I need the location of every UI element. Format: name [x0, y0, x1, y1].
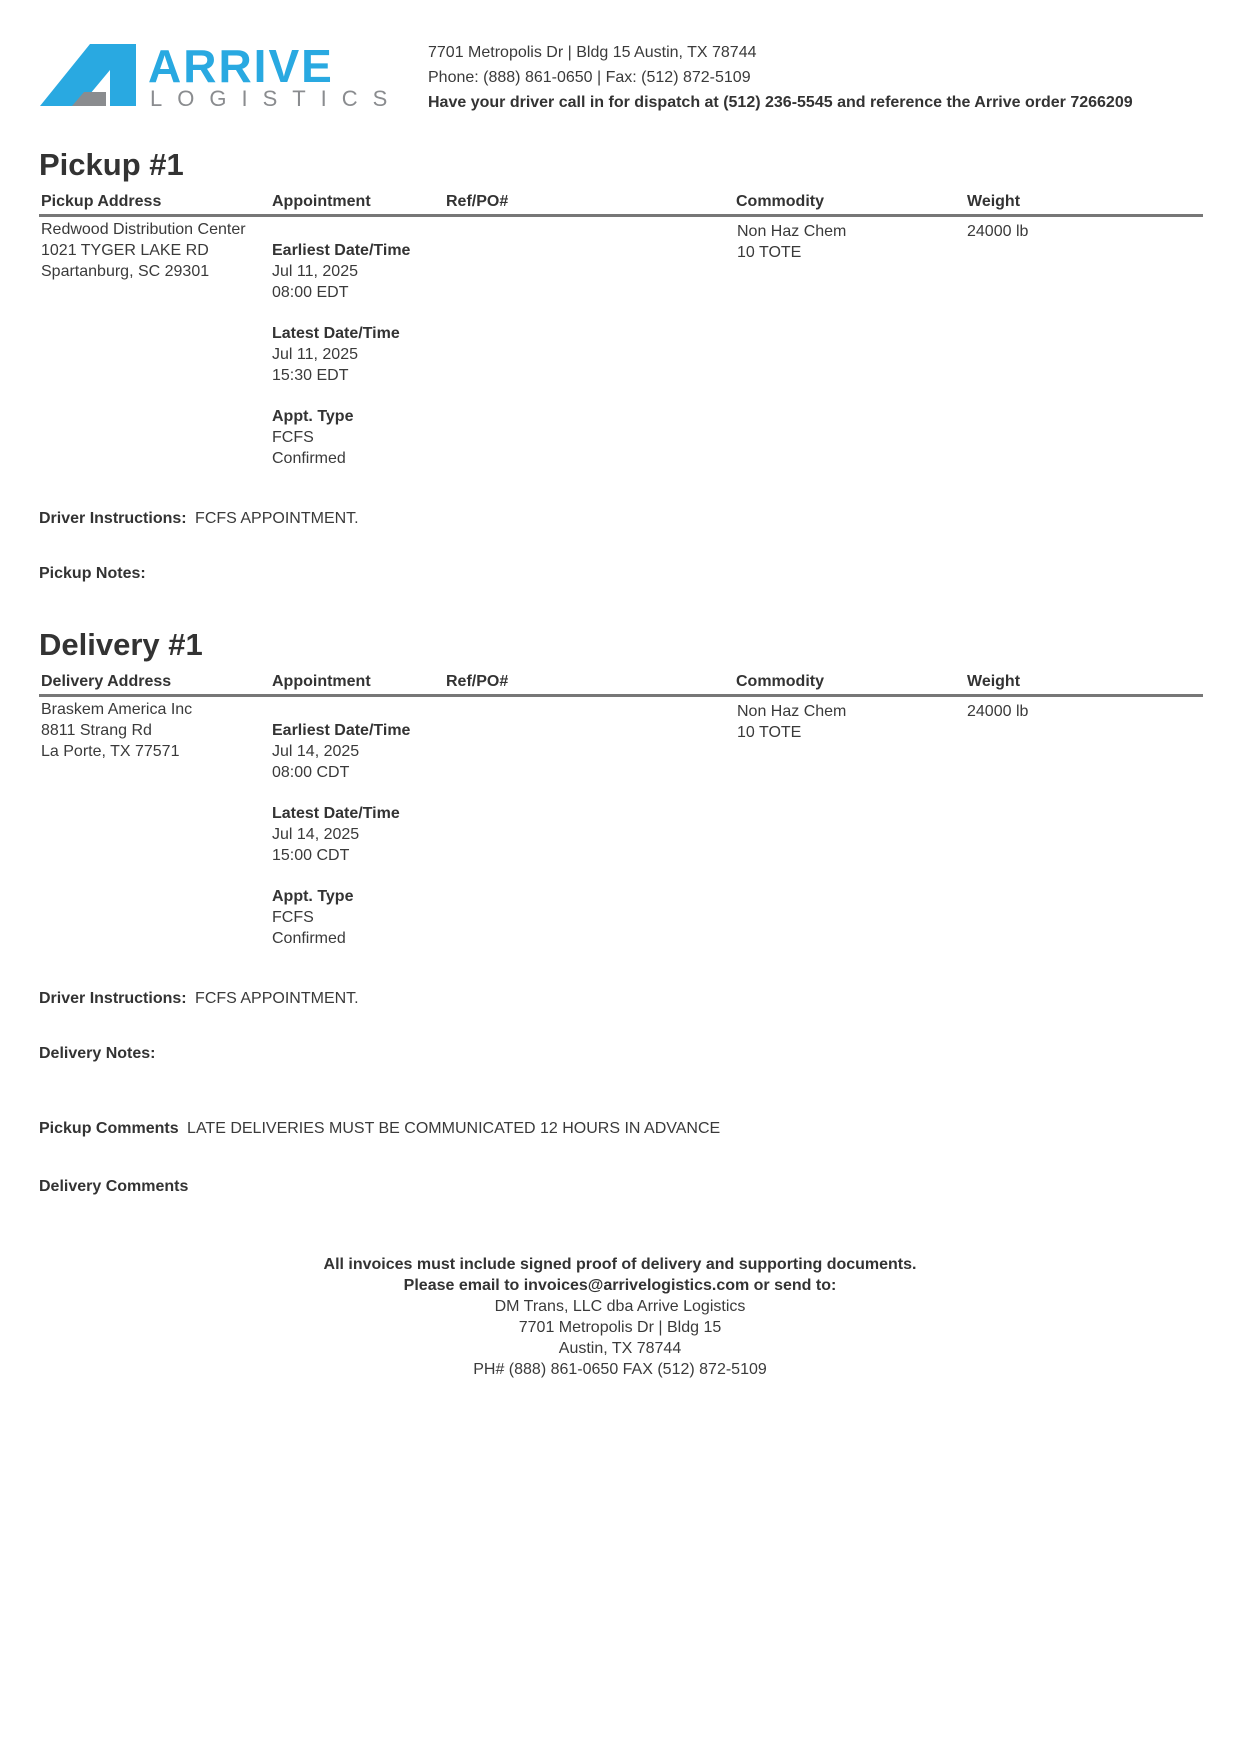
delivery-earliest-label: Earliest Date/Time	[272, 722, 411, 739]
pickup-driver-instructions	[39, 510, 359, 528]
company-phone: Phone: (888) 861-0650 | Fax: (512) 872-5109	[428, 69, 751, 86]
delivery-appt-type-label: Appt. Type	[272, 888, 354, 905]
delivery-col-appointment: Appointment	[272, 673, 371, 690]
pickup-address-line: Spartanburg, SC 29301	[41, 263, 210, 280]
pickup-appointment	[272, 240, 410, 489]
delivery-col-weight: Weight	[967, 673, 1021, 690]
pickup-driver-instructions-label: Driver Instructions:	[39, 510, 187, 527]
delivery-weight: 24000 lb	[967, 703, 1029, 720]
pickup-notes-label: Pickup Notes:	[39, 565, 146, 582]
company-header-info	[428, 40, 1133, 115]
dispatch-note: Have your driver call in for dispatch at (512) 236-5545 and reference the Arrive order 7266209	[428, 94, 1133, 111]
pickup-col-commodity: Commodity	[736, 193, 824, 210]
pickup-quantity: 10 TOTE	[737, 244, 802, 261]
pickup-earliest-label: Earliest Date/Time	[272, 242, 411, 259]
delivery-commodity	[737, 701, 846, 743]
pickup-appt-status: Confirmed	[272, 450, 346, 467]
footer-city-line: Austin, TX 78744	[558, 1340, 682, 1357]
pickup-col-address: Pickup Address	[41, 193, 162, 210]
arrive-logistics-logo	[40, 44, 404, 110]
delivery-driver-instructions-text: FCFS APPOINTMENT.	[195, 990, 359, 1007]
pickup-appt-type-label: Appt. Type	[272, 408, 354, 425]
delivery-latest-label: Latest Date/Time	[272, 805, 400, 822]
delivery-comments	[39, 1178, 192, 1196]
pickup-latest-time: 15:30 EDT	[272, 367, 349, 384]
delivery-appt-type: FCFS	[272, 909, 314, 926]
pickup-commodity	[737, 221, 846, 263]
delivery-notes-label: Delivery Notes:	[39, 1045, 156, 1062]
logo-sub: LOGISTICS	[150, 86, 403, 110]
delivery-header-rule	[39, 694, 1203, 697]
invoice-footer	[0, 1254, 1240, 1380]
pickup-header-rule	[39, 214, 1203, 217]
footer-company-name: DM Trans, LLC dba Arrive Logistics	[494, 1298, 746, 1315]
pickup-col-ref: Ref/PO#	[446, 193, 509, 210]
footer-email-instruction: Please email to invoices@arrivelogistics.com or send to:	[403, 1277, 837, 1294]
pickup-earliest-time: 08:00 EDT	[272, 284, 349, 301]
footer-invoice-requirement: All invoices must include signed proof of delivery and supporting documents.	[323, 1256, 917, 1273]
pickup-driver-instructions-text: FCFS APPOINTMENT.	[195, 510, 359, 527]
delivery-latest-time: 15:00 CDT	[272, 847, 350, 864]
delivery-appt-status: Confirmed	[272, 930, 346, 947]
delivery-title: Delivery #1	[39, 627, 203, 662]
delivery-col-address: Delivery Address	[41, 673, 172, 690]
pickup-commodity-name: Non Haz Chem	[737, 223, 847, 240]
delivery-appointment	[272, 720, 410, 969]
delivery-comments-label: Delivery Comments	[39, 1178, 189, 1195]
pickup-address	[41, 219, 246, 282]
delivery-driver-instructions	[39, 990, 359, 1008]
delivery-col-ref: Ref/PO#	[446, 673, 509, 690]
pickup-comments	[39, 1120, 720, 1138]
delivery-address-line: 8811 Strang Rd	[41, 722, 152, 739]
delivery-driver-instructions-label: Driver Instructions:	[39, 990, 187, 1007]
company-address: 7701 Metropolis Dr | Bldg 15 Austin, TX 78744	[428, 44, 757, 61]
footer-phone-fax: PH# (888) 861-0650 FAX (512) 872-5109	[473, 1361, 767, 1378]
logo-word: ARRIVE	[148, 44, 334, 92]
delivery-earliest-time: 08:00 CDT	[272, 764, 350, 781]
pickup-title: Pickup #1	[39, 147, 184, 182]
delivery-latest-date: Jul 14, 2025	[272, 826, 360, 843]
pickup-address-line: Redwood Distribution Center	[41, 221, 246, 238]
pickup-weight: 24000 lb	[967, 223, 1029, 240]
delivery-address-line: Braskem America Inc	[41, 701, 193, 718]
delivery-earliest-date: Jul 14, 2025	[272, 743, 360, 760]
pickup-latest-date: Jul 11, 2025	[272, 346, 358, 363]
pickup-col-appointment: Appointment	[272, 193, 371, 210]
pickup-address-line: 1021 TYGER LAKE RD	[41, 242, 209, 259]
pickup-comments-label: Pickup Comments	[39, 1120, 179, 1137]
delivery-commodity-name: Non Haz Chem	[737, 703, 847, 720]
delivery-col-commodity: Commodity	[736, 673, 824, 690]
pickup-comments-text: LATE DELIVERIES MUST BE COMMUNICATED 12 HOURS IN ADVANCE	[187, 1120, 721, 1137]
footer-address-line: 7701 Metropolis Dr | Bldg 15	[518, 1319, 722, 1336]
pickup-latest-label: Latest Date/Time	[272, 325, 400, 342]
pickup-appt-type: FCFS	[272, 429, 314, 446]
pickup-col-weight: Weight	[967, 193, 1021, 210]
delivery-address	[41, 699, 192, 762]
pickup-notes	[39, 565, 150, 583]
delivery-notes	[39, 1045, 160, 1063]
pickup-earliest-date: Jul 11, 2025	[272, 263, 358, 280]
delivery-quantity: 10 TOTE	[737, 724, 802, 741]
delivery-address-line: La Porte, TX 77571	[41, 743, 180, 760]
